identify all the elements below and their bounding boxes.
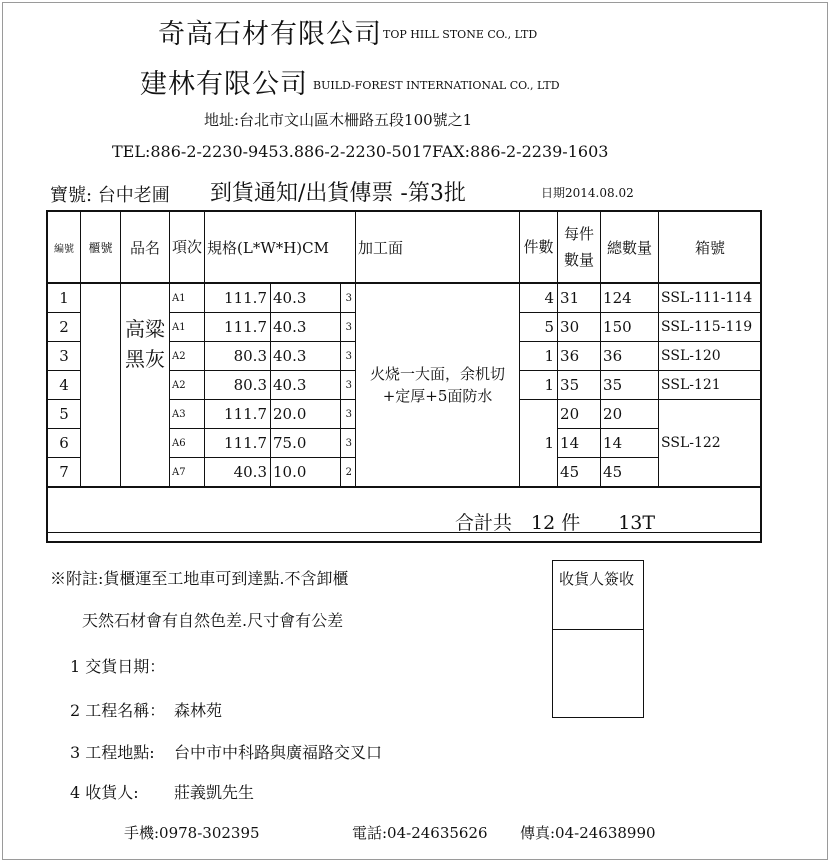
- note-delivery: ※附註:貨櫃運至工地車可到達點.不含卸櫃: [50, 569, 349, 588]
- row-item: A2: [170, 371, 205, 400]
- company-address: 地址:台北市文山區木柵路五段100號之1: [204, 111, 473, 129]
- row-length: 80.3: [205, 371, 271, 400]
- row-length: 40.3: [205, 458, 271, 488]
- row-per-piece: 20: [558, 400, 601, 429]
- header-spec: 規格(L*W*H)CM: [205, 212, 356, 284]
- row-item: A7: [170, 458, 205, 488]
- company1-name-en: TOP HILL STONE CO., LTD: [383, 28, 538, 41]
- group-box: SSL-122: [659, 400, 762, 488]
- row-length: 111.7: [205, 283, 271, 313]
- row-length: 111.7: [205, 400, 271, 429]
- header-no: 編號: [48, 212, 81, 284]
- row-no: 2: [48, 313, 81, 342]
- header-cabinet: 櫃號: [81, 212, 121, 284]
- row-item: A6: [170, 429, 205, 458]
- receiver-fax: 傳真:04-24638990: [520, 824, 656, 842]
- row-per-piece: 30: [558, 313, 601, 342]
- row-width: 40.3: [271, 283, 341, 313]
- header-total-qty: 總數量: [601, 212, 659, 284]
- row-total: 150: [601, 313, 659, 342]
- product-name: 高粱黑灰: [121, 283, 170, 487]
- row-width: 75.0: [271, 429, 341, 458]
- project-site: 台中市中科路與廣福路交叉口: [174, 743, 383, 762]
- row-box: SSL-115-119: [659, 313, 762, 342]
- row-per-piece: 31: [558, 283, 601, 313]
- project-site-label: 3 工程地點:: [70, 743, 155, 762]
- row-total: 124: [601, 283, 659, 313]
- document-date: 日期2014.08.02: [541, 186, 634, 200]
- row-box: SSL-121: [659, 371, 762, 400]
- header-process: 加工面: [356, 212, 520, 284]
- company-fax: FAX:886-2-2239-1603: [432, 142, 609, 161]
- receiver-phone: 電話:04-24635626: [352, 824, 488, 842]
- row-width: 10.0: [271, 458, 341, 488]
- row-per-piece: 14: [558, 429, 601, 458]
- signature-title: 收貨人簽收: [559, 570, 635, 588]
- cabinet-cell: [81, 283, 121, 487]
- row-per-piece: 35: [558, 371, 601, 400]
- company-tel: TEL:886-2-2230-9453.886-2-2230-5017: [112, 142, 433, 161]
- row-length: 111.7: [205, 429, 271, 458]
- customer-ref: 寶號: 台中老圃: [50, 185, 170, 206]
- row-item: A2: [170, 342, 205, 371]
- project-name-label: 2 工程名稱：: [70, 701, 166, 720]
- header-product: 品名: [121, 212, 170, 284]
- row-width: 40.3: [271, 342, 341, 371]
- company1-name-cn: 奇高石材有限公司: [158, 19, 382, 50]
- header-pieces: 件數: [520, 212, 558, 284]
- row-height: 3: [341, 400, 356, 429]
- row-no: 1: [48, 283, 81, 313]
- row-no: 3: [48, 342, 81, 371]
- header-box: 箱號: [659, 212, 762, 284]
- row-total: 20: [601, 400, 659, 429]
- row-box: SSL-111-114: [659, 283, 762, 313]
- group-pieces: 1: [520, 400, 558, 488]
- receiver-name: 莊義凱先生: [174, 783, 255, 802]
- company2-name-cn: 建林有限公司: [140, 69, 308, 100]
- row-pieces: 4: [520, 283, 558, 313]
- row-no: 6: [48, 429, 81, 458]
- row-total: 35: [601, 371, 659, 400]
- row-height: 3: [341, 283, 356, 313]
- row-item: A1: [170, 313, 205, 342]
- row-length: 80.3: [205, 342, 271, 371]
- delivery-date-label: 1 交貨日期：: [70, 657, 166, 676]
- row-height: 3: [341, 342, 356, 371]
- row-width: 20.0: [271, 400, 341, 429]
- company2-name-en: BUILD-FOREST INTERNATIONAL CO., LTD: [313, 79, 560, 92]
- header-item: 項次: [170, 212, 205, 284]
- row-width: 40.3: [271, 313, 341, 342]
- row-item: A1: [170, 283, 205, 313]
- signature-box: [552, 560, 644, 718]
- row-pieces: 5: [520, 313, 558, 342]
- receiver-mobile: 手機:0978-302395: [124, 824, 260, 842]
- row-total: 45: [601, 458, 659, 488]
- row-no: 5: [48, 400, 81, 429]
- row-height: 3: [341, 313, 356, 342]
- row-height: 2: [341, 458, 356, 488]
- row-box: SSL-120: [659, 342, 762, 371]
- process-description: 火烧一大面，余机切+定厚+5面防水: [356, 283, 520, 487]
- row-total: 14: [601, 429, 659, 458]
- project-name: 森林苑: [174, 701, 223, 720]
- row-length: 111.7: [205, 313, 271, 342]
- row-height: 3: [341, 371, 356, 400]
- document-title: 到貨通知/出貨傳票 -第3批: [210, 181, 466, 206]
- row-pieces: 1: [520, 371, 558, 400]
- header-per-piece: 每件數量: [558, 212, 601, 284]
- row-height: 3: [341, 429, 356, 458]
- row-pieces: 1: [520, 342, 558, 371]
- row-total: 36: [601, 342, 659, 371]
- row-width: 40.3: [271, 371, 341, 400]
- note-natural-stone: 天然石材會有自然色差.尺寸會有公差: [82, 611, 344, 630]
- table-row: [48, 283, 762, 313]
- signature-divider: [553, 629, 643, 630]
- receiver-label: 4 收貨人:: [70, 783, 139, 802]
- row-per-piece: 45: [558, 458, 601, 488]
- row-no: 7: [48, 458, 81, 488]
- shipment-table: [47, 211, 762, 533]
- row-no: 4: [48, 371, 81, 400]
- summary-total: 合計共 12 件 13T: [455, 512, 656, 534]
- row-per-piece: 36: [558, 342, 601, 371]
- row-item: A3: [170, 400, 205, 429]
